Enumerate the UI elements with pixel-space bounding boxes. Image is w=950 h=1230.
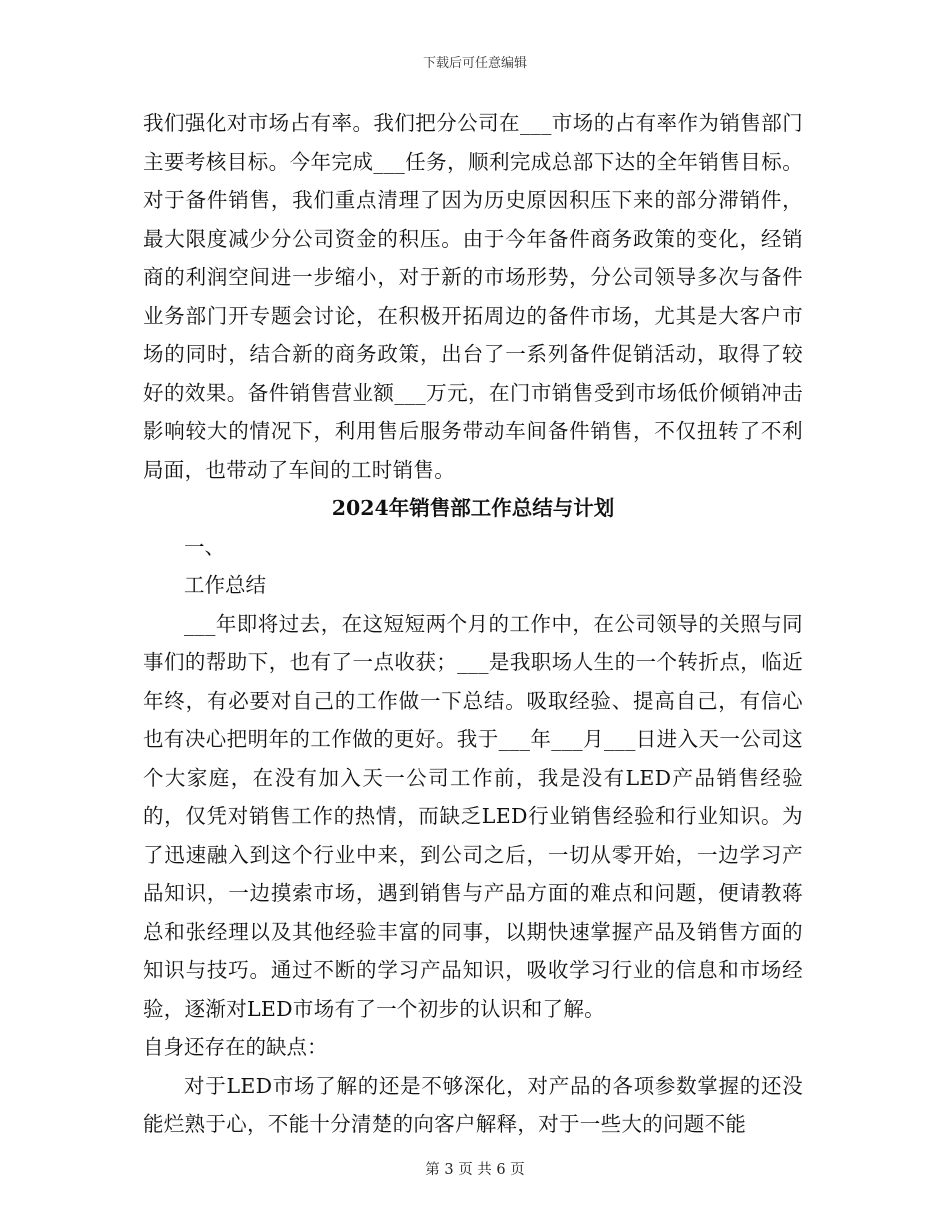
page-footer: 第 3 页 共 6 页 [425,1162,525,1178]
section-title: 2024年销售部工作总结与计划 [331,496,615,520]
section-number: 一、 [184,534,225,559]
section-heading: 工作总结 [184,573,266,597]
weakness-heading: 自身还存在的缺点： [143,1035,328,1059]
paragraph-weaknesses: 对于LED市场了解的还是不够深化，对产品的各项参数掌握的还没能烂熟于心，不能十分清楚的向客户解释，对于一些大的问题不能 [143,1073,803,1136]
paragraph-work-summary: ___年即将过去，在这短短两个月的工作中，在公司领导的关照与同事们的帮助下，也有了一点收获；___是我职场人生的一个转折点，临近年终，有必要对自己的工作做一下总结。吸取经验、提高自己，有信心也有决心把明年的工作做的更好。我于___年___月___日进入天一公司这个大家庭，在没有加入天一公司工作前，我是没有LED产品销售经验的，仅凭对销售工作的热情，而缺乏LED行业销售经验和行业知识。为了迅速融入到这个行业中来，到公司之后，一切从零开始，一边学习产品知识，一边摸索市场，遇到销售与产品方面的难点和问题，便请教蒋总和张经理以及其他经验丰富的同事，以期快速掌握产品及销售方面的知识与技巧。通过不断的学习产品知识，吸收学习行业的信息和市场经验，逐渐对LED市场有了一个初步的认识和了解。 [143,611,803,1021]
paragraph-market-share: 我们强化对市场占有率。我们把分公司在___市场的占有率作为销售部门主要考核目标。今年完成___任务，顺利完成总部下达的全年销售目标。对于备件销售，我们重点清理了因为历史原因积压下来的部分滞销件，最大限度减少分公司资金的积压。由于今年备件商务政策的变化，经销商的利润空间进一步缩小，对于新的市场形势，分公司领导多次与备件业务部门开专题会讨论，在积极开拓周边的备件市场，尤其是大客户市场的同时，结合新的商务政策，出台了一系列备件促销活动，取得了较好的效果。备件销售营业额___万元，在门市销售受到市场低价倾销冲击影响较大的情况下，利用售后服务带动车间备件销售，不仅扭转了不利局面，也带动了车间的工时销售。 [143,111,803,482]
page-header: 下载后可任意编辑 [422,56,527,71]
document-body [143,104,803,1144]
